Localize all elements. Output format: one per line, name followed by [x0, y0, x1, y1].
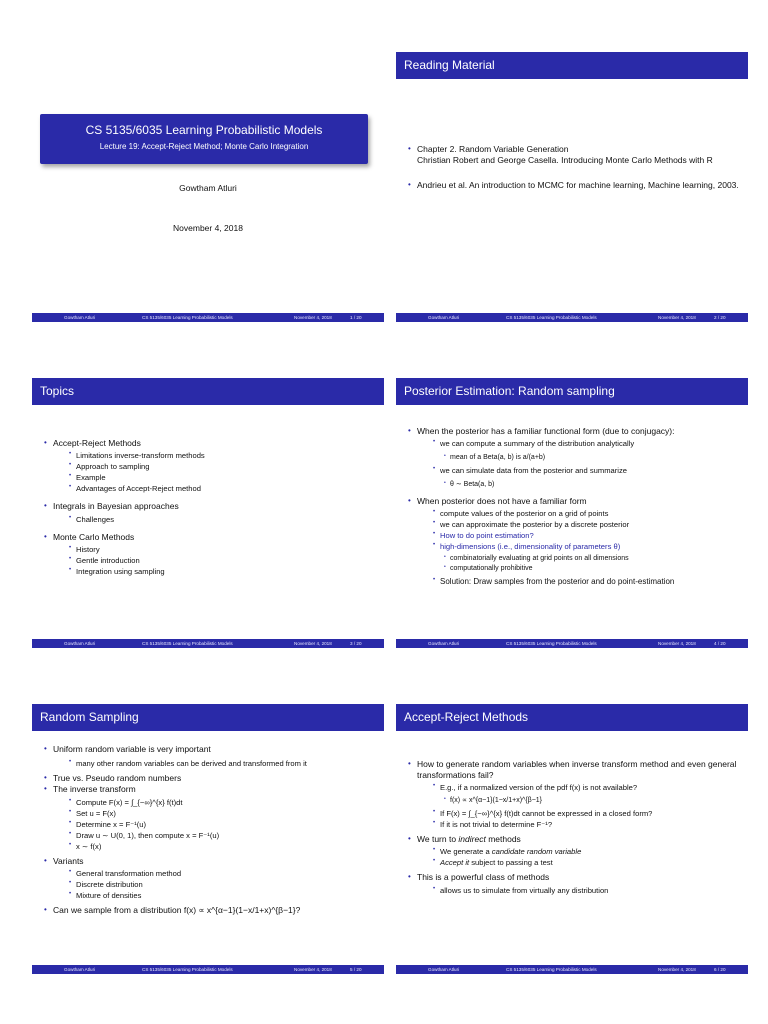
bullet: • Can we sample from a distribution f(x) ∝ x^{α−1}(1−x/1+x)^{β−1}? [40, 905, 376, 916]
page-number: 6 / 20 [714, 967, 726, 972]
slide-header: Topics [32, 378, 384, 405]
author-name: Gowtham Atluri [179, 183, 237, 193]
topic-item: • Monte Carlo Methods • History • Gentle introduction • Integration using sampling [40, 532, 376, 577]
lecture-subtitle: Lecture 19: Accept-Reject Method; Monte Carlo Integration [99, 142, 309, 151]
slide-footer: Gowtham Atluri CS 5135/6035 Learning Probabilistic Models November 4, 2018 5 / 20 [32, 965, 384, 974]
slide-header: Accept-Reject Methods [396, 704, 748, 731]
reading-item: • Chapter 2. Random Variable Generation Christian Robert and George Casella. Introducing Monte Carlo Methods with R [404, 144, 740, 166]
page-number: 5 / 20 [350, 967, 362, 972]
page-number: 4 / 20 [714, 641, 726, 646]
slide-footer: Gowtham Atluri CS 5135/6035 Learning Probabilistic Models November 4, 2018 1 / 20 [32, 313, 384, 322]
slide-6 [396, 704, 748, 974]
bullet: • How to generate random variables when inverse transform method and even general transformations fail? • E.g., if a normalized version of the pdf f(x) is not available? • f(x) ∝ x^{α−1}(1−x/1+x)^{β−1} • If F(x) = ∫_{−∞}^{x} f(t)dt cannot be expressed in a closed form? • If it is not trivial to determine F⁻¹? [404, 759, 740, 830]
topic-item: • Integrals in Bayesian approaches • Challenges [40, 501, 376, 524]
bullet: • When posterior does not have a familiar form • compute values of the posterior on a grid of points • we can approximate the posterior by a discrete posterior • How to do point estimation? • high-dimensions (i.e., dimensionality of parameters θ) • combinatorially evaluating at grid points on all dimensions • computationally prohibitive • Solution: Draw samples from the posterior and do point-estimation [404, 496, 740, 588]
bullet: • The inverse transform • Compute F(x) = ∫_{−∞}^{x} f(t)dt • Set u = F(x) • Determine x = F⁻¹(u) • Draw u ∼ U(0, 1), then compute x = F⁻¹(u) • x ∼ f(x) [40, 784, 376, 851]
slide-header: Random Sampling [32, 704, 384, 731]
slide-1 [32, 52, 384, 322]
page-number: 3 / 20 [350, 641, 362, 646]
slide-header: Reading Material [396, 52, 748, 79]
slide-4 [396, 378, 748, 648]
slide-2 [396, 52, 748, 322]
slide-footer: Gowtham Atluri CS 5135/6035 Learning Probabilistic Models November 4, 2018 3 / 20 [32, 639, 384, 648]
page-number: 1 / 20 [350, 315, 362, 320]
slide-5 [32, 704, 384, 974]
bullet: • Uniform random variable is very important • many other random variables can be derived and transformed from it [40, 744, 376, 769]
slide-footer: Gowtham Atluri CS 5135/6035 Learning Probabilistic Models November 4, 2018 2 / 20 [396, 313, 748, 322]
title-box [40, 114, 368, 164]
reading-item: • Andrieu et al. An introduction to MCMC for machine learning, Machine learning, 2003. [404, 180, 740, 191]
bullet: • True vs. Pseudo random numbers [40, 773, 376, 784]
lecture-date: November 4, 2018 [173, 223, 243, 233]
bullet: • This is a powerful class of methods • allows us to simulate from virtually any distribution [404, 872, 740, 896]
page-number: 2 / 20 [714, 315, 726, 320]
slide-footer: Gowtham Atluri CS 5135/6035 Learning Probabilistic Models November 4, 2018 4 / 20 [396, 639, 748, 648]
lecture-title: CS 5135/6035 Learning Probabilistic Models [85, 123, 323, 137]
bullet: • Variants • General transformation method • Discrete distribution • Mixture of densities [40, 856, 376, 901]
bullet: • When the posterior has a familiar functional form (due to conjugacy): • we can compute a summary of the distribution analytically • mean of a Beta(a, b) is a/(a+b) • we can simulate data from the posterior and summarize • θ ∼ Beta(a, b) [404, 426, 740, 490]
slide-footer: Gowtham Atluri CS 5135/6035 Learning Probabilistic Models November 4, 2018 6 / 20 [396, 965, 748, 974]
bullet: • We turn to indirect methods • We generate a candidate random variable • Accept it subject to passing a test [404, 834, 740, 868]
slide-3 [32, 378, 384, 648]
slide-header: Posterior Estimation: Random sampling [396, 378, 748, 405]
topic-item: • Accept-Reject Methods • Limitations inverse-transform methods • Approach to sampling • Example • Advantages of Accept-Reject method [40, 438, 376, 494]
